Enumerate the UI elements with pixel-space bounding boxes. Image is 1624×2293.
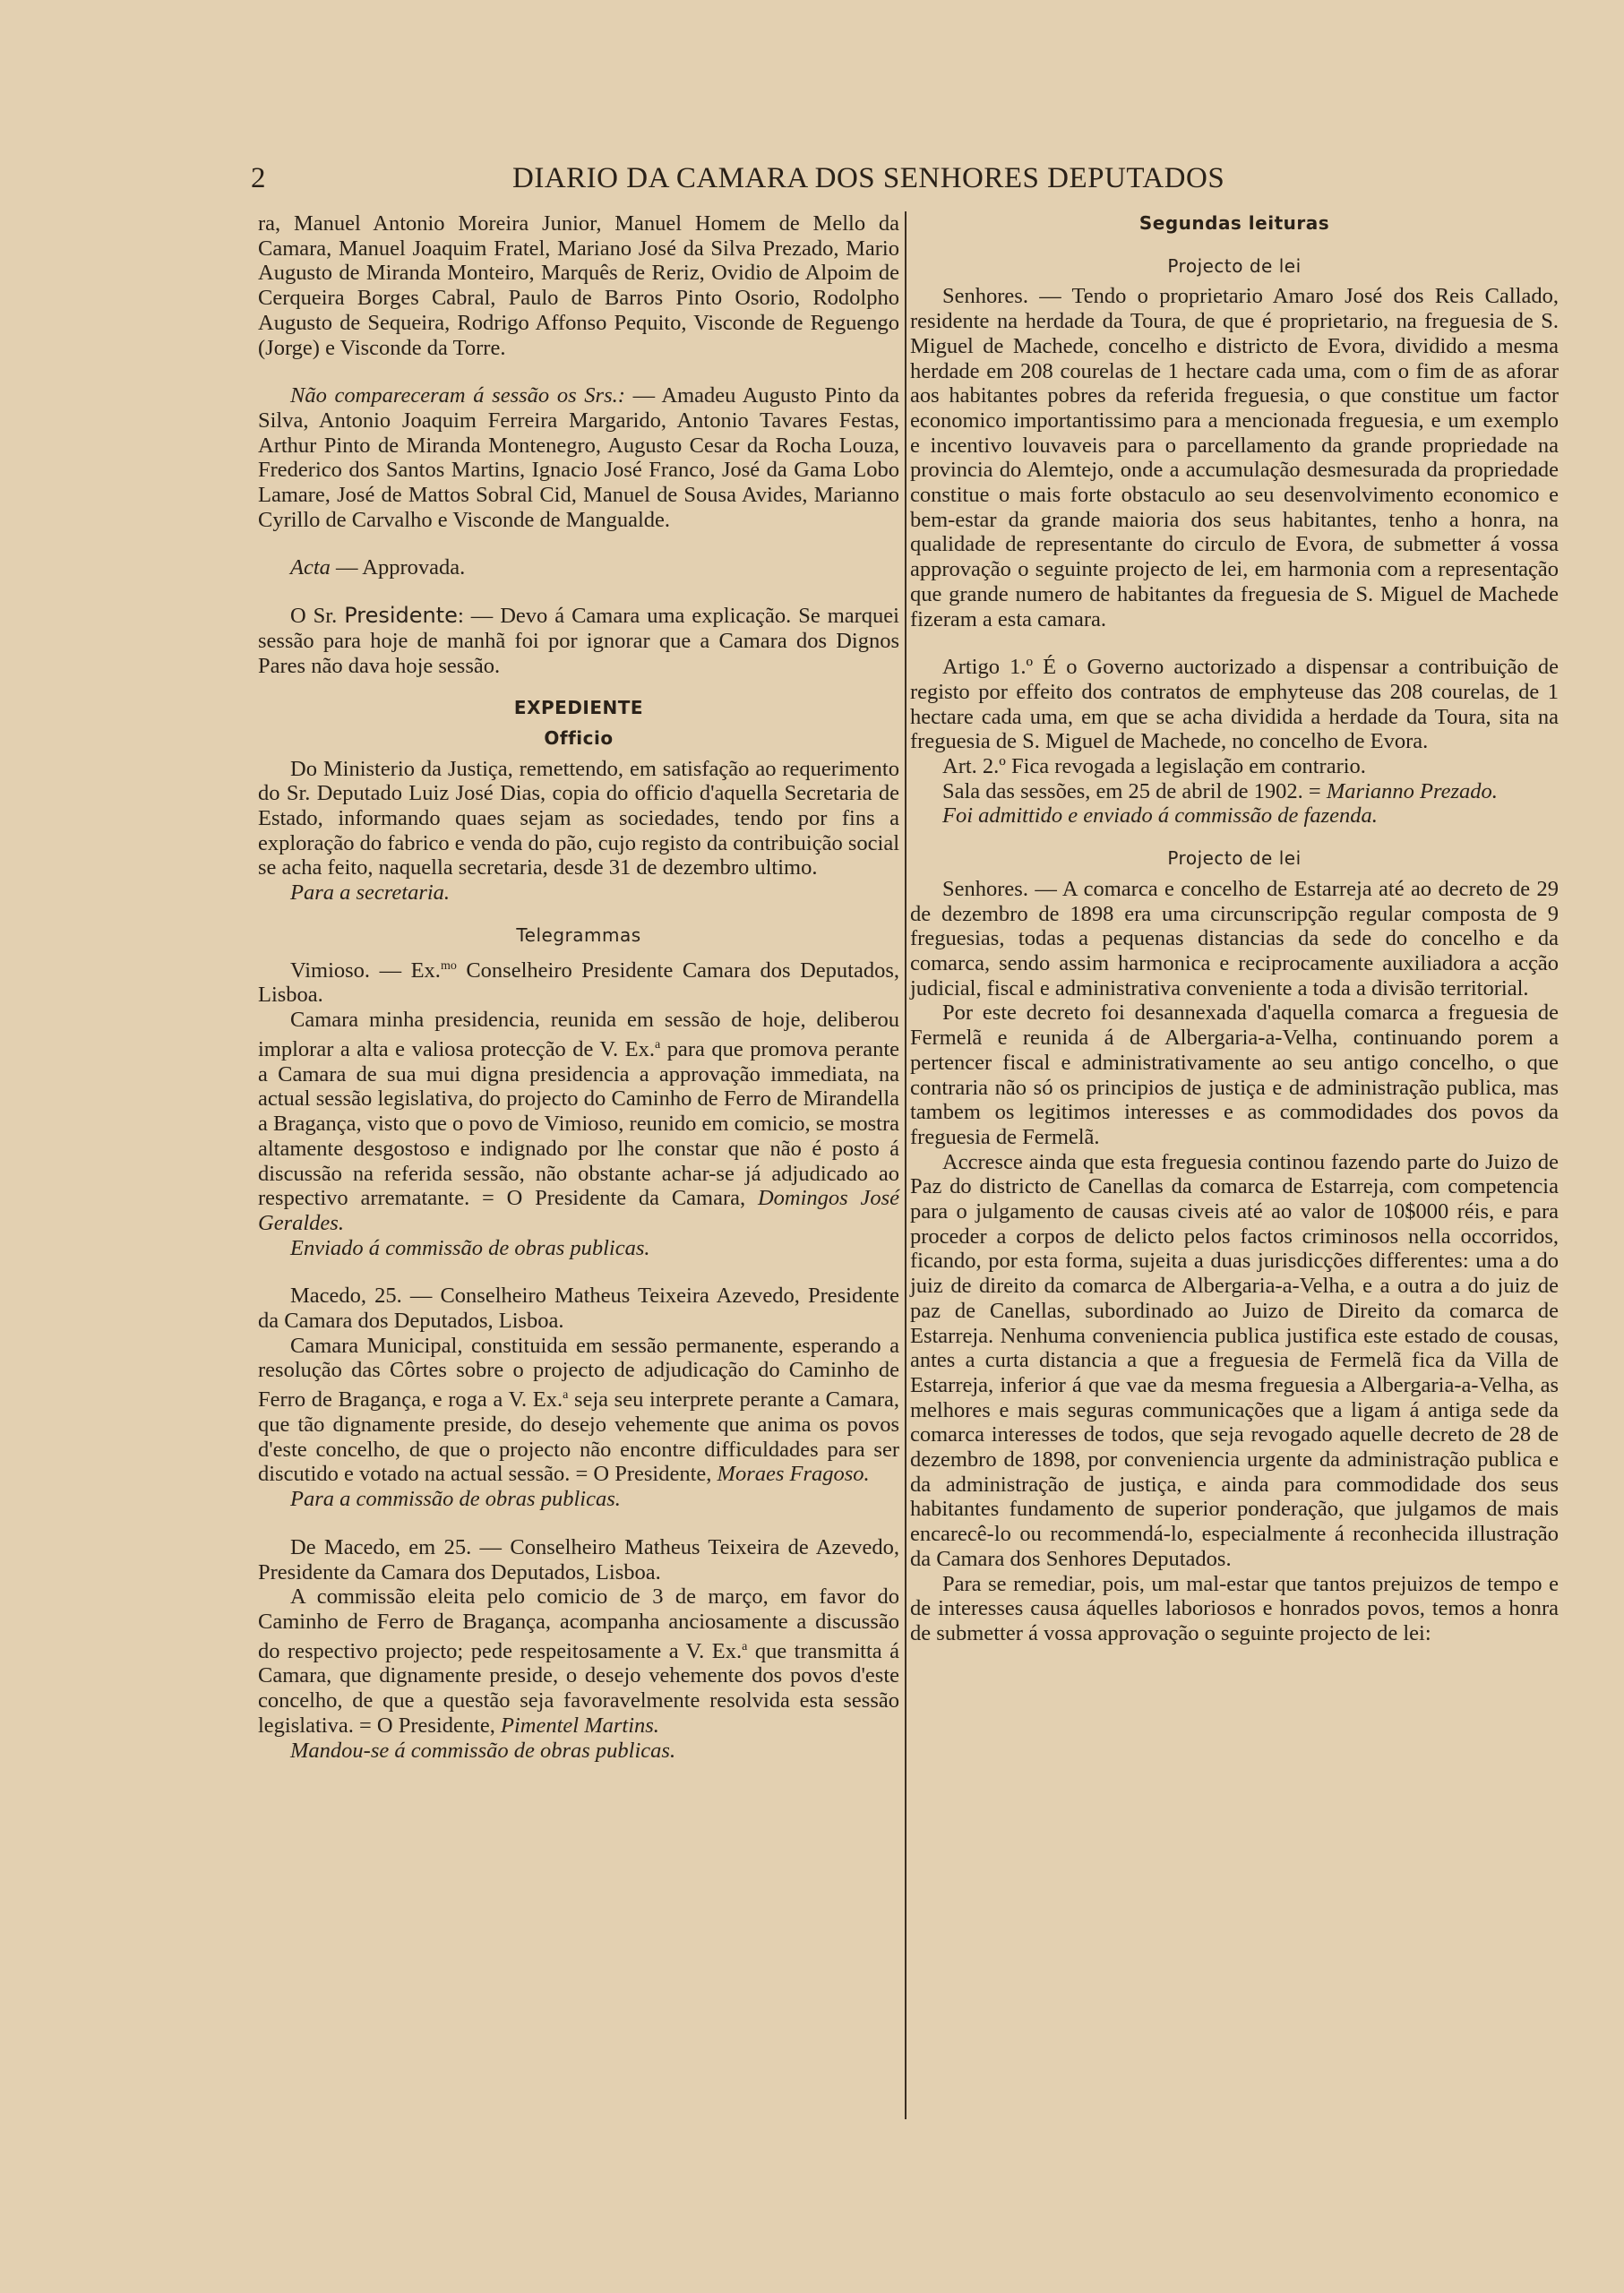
- projecto-2-paragraph-2: Por este decreto foi desannexada d'aquella comarca a freguesia de Fermelã e reunida á de Albergaria-a-Velha, continuando porem a pertencer fiscal e administrativamente ao seu antigo concelho, o que contraria não só os principios de justiça e de administração publica, mas tambem os legitimos interesses e as commodidades dos povos da freguesia de Fermelã.: [910, 1001, 1559, 1149]
- telegram-2-body: [258, 1334, 899, 1487]
- left-column: [258, 211, 899, 1763]
- members-present-continued: ra, Manuel Antonio Moreira Junior, Manuel Homem de Mello da Camara, Manuel Joaquim Fratel, Mariano José da Silva Prezado, Mario Augusto de Miranda Monteiro, Marquês de Reriz, Ovidio de Alpoim de Cerqueira Borges Cabral, Paulo de Barros Pinto Osorio, Rodolpho Augusto de Sequeira, Rodrigo Affonso Pequito, Visconde de Reguengo (Jorge) e Visconde da Torre.: [258, 211, 899, 360]
- telegram-1-body-a: Camara minha presidencia, reunida em sessão de hoje, deliberou implorar a alta e valiosa protecção de V. Ex.: [258, 1008, 899, 1061]
- president-speech: [258, 604, 899, 678]
- telegram-3-body-a: A commissão eleita pelo comicio de 3 de março, em favor do Caminho de Ferro de Bragança, acompanha anciosamente a discussão do respectivo projecto; pede respeitosamente a V. Ex.: [258, 1584, 899, 1663]
- telegram-1-body-b: para que promova perante a Camara de sua mui digna presidencia a approvação immediata, na actual sessão legislativa, do projecto do Caminho de Ferro de Mirandella a Bragança, visto que o povo de Vimioso, reunido em comicio, se mostra altamente desgostoso e indignado por lhe constar que não é posto á discussão na referida sessão, não obstante achar-se já adjudicado ao respectivo arrematante. = O Presidente da Camara,: [258, 1037, 899, 1211]
- telegram-1-signature: Domingos José Geraldes.: [258, 1186, 899, 1235]
- projecto-1-preamble: Senhores. — Tendo o proprietario Amaro José dos Reis Callado, residente na herdade da Toura, de que é proprietario, na freguesia de S. Miguel de Machede, concelho e districto de Evora, dividido a mesma herdade em 208 courelas de 1 hectare cada uma, com o fim de as aforar aos habitantes pobres da referida freguesia, o que constitue um factor economico importantissimo para a mencionada freguesia, e um exemplo e incentivo louvaveis para o parcellamento da grande propriedade na provincia do Alemtejo, onde a accumulação desmesurada da propriedade constitue o mais forte obstaculo ao seu desenvolvimento economico e bem-estar da grande maioria dos seus habitantes, tenho a honra, na qualidade de representante do circulo de Evora, de submetter á vossa approvação o seguinte projecto de lei, em harmonia com a representação que grande numero de habitantes da freguesia de S. Miguel de Machede fizeram a esta camara.: [910, 284, 1559, 631]
- president-pre: O Sr.: [290, 604, 345, 629]
- telegram-3-destination: Mandou-se á commissão de obras publicas.: [290, 1738, 676, 1763]
- projecto-2-paragraph-3: Accresce ainda que esta freguesia continou fazendo parte do Juizo de Paz do districto de Canellas da comarca de Estarreja, com competencia para o julgamento de causas civeis até ao valor de 10$000 réis, e para proceder a corpos de delicto pelos factos criminosos nella occorridos, ficando, por esta forma, sujeita a duas jurisdicções differentes: uma a do juiz de direito da comarca de Albergaria-a-Velha, e a outra a do juiz de paz de Canellas, subordinado ao Juizo de Direito da comarca de Estarreja. Nenhuma conveniencia publica justifica este estado de cousas, antes a curta distancia a que a freguesia de Fermelã fica da Villa de Estarreja, inferior á que vae da mesma freguesia a Albergaria-a-Velha, as melhores e mais seguras communicações que a ligam á antiga sede da comarca interesses de todos, que seja revogado aquelle decreto de 28 de dezembro de 1898, por conveniencia urgente da administração publica e da administração de justiça, e ainda para commodidade dos seus habitantes fundamento de superior ponderação, que julgamos de mais encarecê-lo ou recommendá-lo, especialmente á reconhecida illustração da Camara dos Senhores Deputados.: [910, 1149, 1559, 1571]
- telegram-1-sup: mo: [440, 958, 457, 973]
- projecto-2-paragraph-1: Senhores. — A comarca e concelho de Estarreja até ao decreto de 29 de dezembro de 1898 era uma circunscripção regular composta de 9 freguesias, todas a pequenas distancias da sede do concelho e da comarca, sendo assim harmonica e reciprocamente auxiliadora a acção judicial, fiscal e administrativa conveniente a toda a divisão territorial.: [910, 876, 1559, 1001]
- telegram-1-from: Vimioso. — Ex.: [290, 958, 441, 983]
- absent-lead: Não compareceram á sessão os Srs.:: [290, 383, 625, 408]
- telegram-2-signature: Moraes Fragoso.: [717, 1462, 870, 1487]
- heading-officio: Officio: [544, 726, 614, 749]
- right-column: [910, 211, 1559, 1646]
- members-absent: [258, 383, 899, 532]
- heading-projecto-2: Projecto de lei: [1167, 847, 1302, 870]
- heading-projecto-1: Projecto de lei: [1167, 254, 1302, 277]
- telegram-2-destination: Para a commissão de obras publicas.: [290, 1487, 621, 1512]
- officio-text: Do Ministerio da Justiça, remettendo, em satisfação ao requerimento do Sr. Deputado Luiz José Dias, copia do officio d'aquella Secretaria de Estado, informando quaes sejam as sociedades, tendo por fins a exploração do fabrico e venda do pão, cujo registo da contribuição social se acha feito, naquella secretaria, desde 31 de dezembro ultimo.: [258, 756, 899, 880]
- acta-status: — Approvada.: [330, 555, 466, 580]
- telegram-3-header: De Macedo, em 25. — Conselheiro Matheus Teixeira de Azevedo, Presidente da Camara dos Deputados, Lisboa.: [258, 1534, 899, 1584]
- president-text: : — Devo á Camara uma explicação. Se marquei sessão para hoje de manhã foi por ignorar que a Camara dos Dignos Pares não dava hoje sessão.: [258, 604, 899, 678]
- telegram-2-body-b: seja seu interprete perante a Camara, que tão dignamente preside, do desejo vehemente que anima os povos d'este concelho, de que o projecto não encontre difficuldades para ser discutido e votado na actual sessão. = O Presidente,: [258, 1387, 899, 1487]
- running-head: DIARIO DA CAMARA DOS SENHORES DEPUTADOS: [512, 162, 1225, 194]
- projecto-2-paragraph-4: Para se remediar, pois, um mal-estar que tantos prejuizos de tempo e de interesses causa áquelles laboriosos e honrados povos, temos a honra de submetter á vossa approvação o seguinte projecto de lei:: [910, 1571, 1559, 1645]
- telegram-3-body-b: que transmitta á Camara, que dignamente preside, o desejo vehemente dos povos d'este concelho, de que a questão seja favoravelmente resolvida esta sessão legislativa. = O Presidente,: [258, 1638, 900, 1738]
- telegram-1-body: [258, 1008, 899, 1235]
- heading-segundas-leituras: Segundas leituras: [1139, 212, 1330, 234]
- projecto-1-article-2: Art. 2.º Fica revogada a legislação em contrario.: [942, 754, 1366, 779]
- projecto-1-destination: Foi admittido e enviado á commissão de fazenda.: [942, 803, 1378, 829]
- telegram-1-header: [258, 954, 899, 1009]
- projecto-1-signature: [910, 779, 1559, 804]
- acta-label: Acta: [290, 555, 331, 580]
- telegram-2-header: Macedo, 25. — Conselheiro Matheus Teixeira Azevedo, Presidente da Camara dos Deputados, Lisboa.: [258, 1284, 899, 1334]
- telegram-1-body-sup: a: [654, 1037, 661, 1052]
- heading-telegrammas: Telegrammas: [516, 923, 641, 946]
- telegram-1-to: Conselheiro Presidente Camara dos Deputados, Lisboa.: [258, 958, 899, 1008]
- telegram-3-signature: Pimentel Martins.: [501, 1713, 659, 1738]
- projecto-1-article-1: Artigo 1.º É o Governo auctorizado a dispensar a contribuição de registo por effeito dos contratos de emphyteuse das 208 courelas, de 1 hectare cada uma, em que se acha dividida a herdade da Toura, sita na freguesia de S. Miguel de Machede, no concelho de Evora.: [910, 655, 1559, 754]
- telegram-2-body-a: Camara Municipal, constituida em sessão permanente, esperando a resolução das Côrtes sobre o projecto de adjudicação do Caminho de Ferro de Bragança, e roga a V. Ex.: [258, 1333, 899, 1413]
- officio-destination: Para a secretaria.: [290, 880, 451, 906]
- telegram-3-body-sup: a: [742, 1639, 748, 1653]
- heading-expediente: EXPEDIENTE: [513, 697, 644, 719]
- telegram-2-body-sup: a: [563, 1388, 569, 1403]
- telegram-3-body: [258, 1584, 899, 1738]
- president-speaker: Presidente: [344, 603, 458, 629]
- acta-line: [258, 555, 899, 580]
- projecto-1-signer: Marianno Prezado.: [1326, 778, 1498, 803]
- absent-list: — Amadeu Augusto Pinto da Silva, Antonio Joaquim Ferreira Margarido, Antonio Tavares Festas, Arthur Pinto de Miranda Montenegro, Augusto Cesar da Rocha Louza, Frederico dos Santos Martins, Ignacio José Franco, José da Gama Lobo Lamare, José de Mattos Sobral Cid, Manuel de Sousa Avides, Marianno Cyrillo de Carvalho e Visconde de Mangualde.: [258, 383, 899, 532]
- page-number: 2: [251, 162, 266, 194]
- column-divider: [905, 211, 907, 2119]
- telegram-1-destination: Enviado á commissão de obras publicas.: [290, 1235, 650, 1260]
- projecto-1-sala: Sala das sessões, em 25 de abril de 1902. =: [942, 778, 1327, 803]
